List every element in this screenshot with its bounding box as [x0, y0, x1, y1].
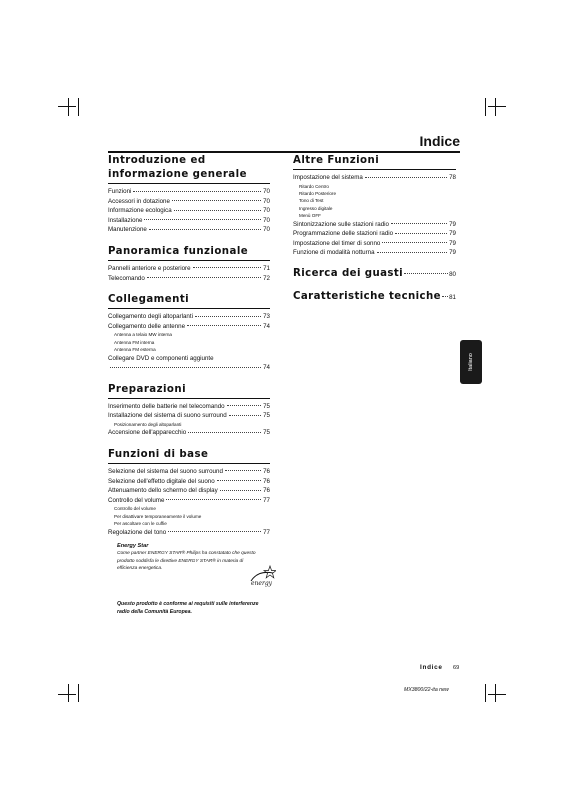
toc-entry-page: 70 — [263, 226, 270, 234]
toc-entry — [108, 197, 270, 207]
svg-text:energy: energy — [251, 580, 273, 587]
toc-major-entry-text: Ricerca dei guasti — [293, 268, 404, 279]
toc-entry-text: Selezione dell'effetto digitale del suono — [108, 477, 215, 485]
toc-section — [108, 383, 270, 438]
toc-dot-leader — [166, 499, 261, 500]
toc-entry-text: Controllo del volume — [108, 496, 165, 504]
toc-entry-page: 75 — [263, 412, 270, 420]
toc-entry-page: 71 — [263, 264, 270, 272]
toc-entry — [293, 239, 456, 249]
toc-entry-text: Programmazione delle stazioni radio — [293, 230, 394, 238]
toc-entry — [108, 274, 270, 284]
toc-entry-text: Inserimento delle batterie nel telecomando — [108, 402, 225, 410]
toc-left-column — [108, 154, 270, 547]
toc-entry-text: Telecomando — [108, 274, 145, 282]
toc-section-altre-funzioni — [293, 154, 456, 258]
toc-entry-text: Collegare DVD e componenti aggiunte — [108, 354, 214, 362]
toc-entry-text: Informazione ecologica — [108, 207, 172, 215]
toc-entry-page: 76 — [263, 467, 270, 475]
toc-entry — [108, 467, 270, 477]
document-code: MX3800/22-ita new — [404, 687, 449, 693]
toc-entry-text: Sintonizzazione sulle stazioni radio — [293, 220, 389, 228]
toc-entry-page: 72 — [263, 274, 270, 282]
toc-entry-text: Funzione di modalità notturna — [293, 249, 375, 257]
toc-entry — [108, 312, 270, 322]
toc-entry — [108, 354, 270, 373]
toc-entry-page: 81 — [449, 294, 456, 301]
toc-subentry: Antenna a telaio MW interna — [114, 332, 172, 338]
toc-entry-text: Collegamento delle antenne — [108, 322, 186, 330]
toc-entry-text: Installazione del sistema di suono surround — [108, 412, 227, 420]
toc-entry-page: 70 — [263, 188, 270, 195]
toc-dot-leader — [377, 252, 448, 253]
toc-entry-page: 70 — [263, 197, 270, 205]
toc-entry-page: 70 — [263, 207, 270, 215]
toc-entry-page: 75 — [263, 402, 270, 410]
toc-dot-leader — [382, 242, 447, 243]
toc-section-title: Collegamenti — [108, 293, 270, 309]
toc-dot-leader — [144, 219, 261, 220]
toc-entry — [108, 216, 270, 226]
toc-dot-leader — [229, 415, 261, 416]
toc-entry-text: Collegamento degli altoparlanti — [108, 313, 193, 321]
toc-dot-leader — [442, 296, 448, 297]
toc-entry-page: 75 — [263, 429, 270, 437]
language-tab — [460, 340, 482, 384]
toc-entry — [108, 187, 270, 197]
toc-dot-leader — [220, 490, 261, 491]
toc-entry — [108, 206, 270, 216]
energy-star-note — [117, 542, 267, 573]
toc-dot-leader — [187, 325, 261, 326]
toc-entry — [108, 411, 270, 421]
toc-section — [108, 154, 270, 235]
toc-entry-page: 77 — [263, 496, 270, 504]
toc-entry — [293, 173, 456, 183]
toc-entry — [293, 248, 456, 258]
toc-subentry: Tono di Test — [299, 198, 324, 204]
toc-dot-leader — [147, 277, 261, 278]
toc-entry-page: 74 — [263, 364, 270, 372]
energy-star-title: Energy Star — [117, 543, 149, 549]
toc-dot-leader — [133, 191, 261, 192]
toc-entry — [293, 229, 456, 239]
toc-entry-text: Accensione dell'apparecchio — [108, 429, 187, 437]
toc-entry-page: 73 — [263, 313, 270, 321]
toc-dot-leader — [149, 229, 261, 230]
toc-entry — [108, 477, 270, 487]
toc-dot-leader — [404, 273, 448, 274]
toc-entry-page: 80 — [449, 271, 456, 278]
energy-star-text: Come partner ENERGY STAR® Philips ha constatato che questo prodotto soddisfa le direttive ENERGY STAR® in materia di efficienza energetica. — [117, 551, 256, 572]
toc-dot-leader — [365, 177, 447, 178]
toc-dot-leader — [193, 267, 262, 268]
toc-entry-page: 79 — [449, 239, 456, 247]
energy-star-logo-icon — [248, 564, 276, 590]
toc-dot-leader — [168, 531, 261, 532]
toc-subentry: Per disattivare temporaneamente il volume — [114, 513, 202, 519]
toc-entry — [108, 402, 270, 412]
toc-entry-text: Attenuamento dello schermo del display — [108, 487, 218, 495]
toc-dot-leader — [195, 316, 261, 317]
conformity-note: Questo prodotto è conforme ai requisiti sulle interferenze radio della Comunità Europea. — [117, 601, 259, 616]
toc-entry-text: Pannelli anteriore e posteriore — [108, 264, 191, 272]
toc-entry-page: 70 — [263, 216, 270, 224]
toc-section-title: Panoramica funzionale — [108, 245, 270, 261]
toc-entry-page: 76 — [263, 487, 270, 495]
toc-entry-text: Regolazione del tono — [108, 528, 167, 536]
toc-entry-page: 79 — [449, 230, 456, 238]
toc-dot-leader — [395, 233, 447, 234]
toc-subentry: Ritardo Posteriore — [299, 191, 337, 196]
header-rule — [108, 151, 460, 153]
footer-page-number: 69 — [453, 665, 460, 671]
toc-entry-text: Accessori in dotazione — [108, 197, 170, 205]
toc-dot-leader — [188, 432, 261, 433]
toc-section — [108, 293, 270, 373]
toc-entry-page: 79 — [449, 249, 456, 257]
toc-entry — [108, 322, 270, 332]
toc-entry — [108, 225, 270, 235]
language-tab-label: Italiano — [468, 353, 474, 371]
toc-section-title: Preparazioni — [108, 383, 270, 399]
toc-entry-leader-row — [108, 363, 270, 373]
toc-dot-leader — [391, 223, 447, 224]
toc-entry — [108, 496, 270, 506]
toc-section-title: Altre Funzioni — [293, 154, 456, 170]
toc-entry — [108, 486, 270, 496]
toc-entry-text: Installazione — [108, 216, 143, 224]
toc-subentry: Ritardo Centro — [299, 183, 329, 189]
toc-entry-page: 74 — [263, 322, 270, 330]
toc-entry-page: 76 — [263, 477, 270, 485]
toc-subentry: Menù OFF — [299, 213, 321, 219]
toc-subentry: Controllo del volume — [114, 506, 156, 512]
toc-dot-leader — [227, 405, 262, 406]
toc-entry — [108, 428, 270, 438]
toc-subentry: Ingresso digitale — [299, 205, 333, 211]
toc-major-entry-text: Caratteristiche tecniche — [293, 291, 441, 302]
toc-entry-page: 77 — [263, 528, 270, 536]
toc-subentry: Antenna FM interna — [114, 339, 155, 345]
toc-right-column — [293, 154, 456, 314]
toc-dot-leader — [225, 470, 261, 471]
toc-entry-page: 78 — [449, 174, 456, 181]
toc-entry-text: Selezione del sistema del suono surround — [108, 467, 223, 475]
toc-entry — [108, 264, 270, 274]
toc-entry-text: Funzioni — [108, 188, 132, 195]
toc-subentry: Antenna FM esterna — [114, 347, 156, 353]
page-title: Indice — [419, 133, 460, 149]
toc-dot-leader — [174, 210, 261, 211]
toc-section-title: Introduzione ed informazione generale — [108, 154, 270, 184]
toc-section-title: Funzioni di base — [108, 448, 270, 464]
toc-entry-page: 79 — [449, 220, 456, 228]
toc-entry-text: Manutenzione — [108, 226, 147, 234]
toc-entry — [293, 220, 456, 230]
toc-section — [108, 448, 270, 537]
toc-entry-text: Impostazione del timer di sonno — [293, 239, 381, 247]
toc-major-entry — [293, 268, 456, 279]
toc-dot-leader — [172, 200, 261, 201]
toc-entry — [108, 528, 270, 538]
toc-dot-leader — [217, 480, 261, 481]
toc-section — [108, 245, 270, 283]
footer-label: Indice — [420, 664, 443, 671]
toc-entry-text: Impostazione del sistema — [293, 174, 363, 181]
toc-major-entry — [293, 291, 456, 302]
toc-subentry: Per ascoltare con le cuffie — [114, 521, 167, 527]
toc-dot-leader — [110, 367, 261, 368]
toc-subentry: Posizionamento degli altoparlanti — [114, 421, 182, 427]
